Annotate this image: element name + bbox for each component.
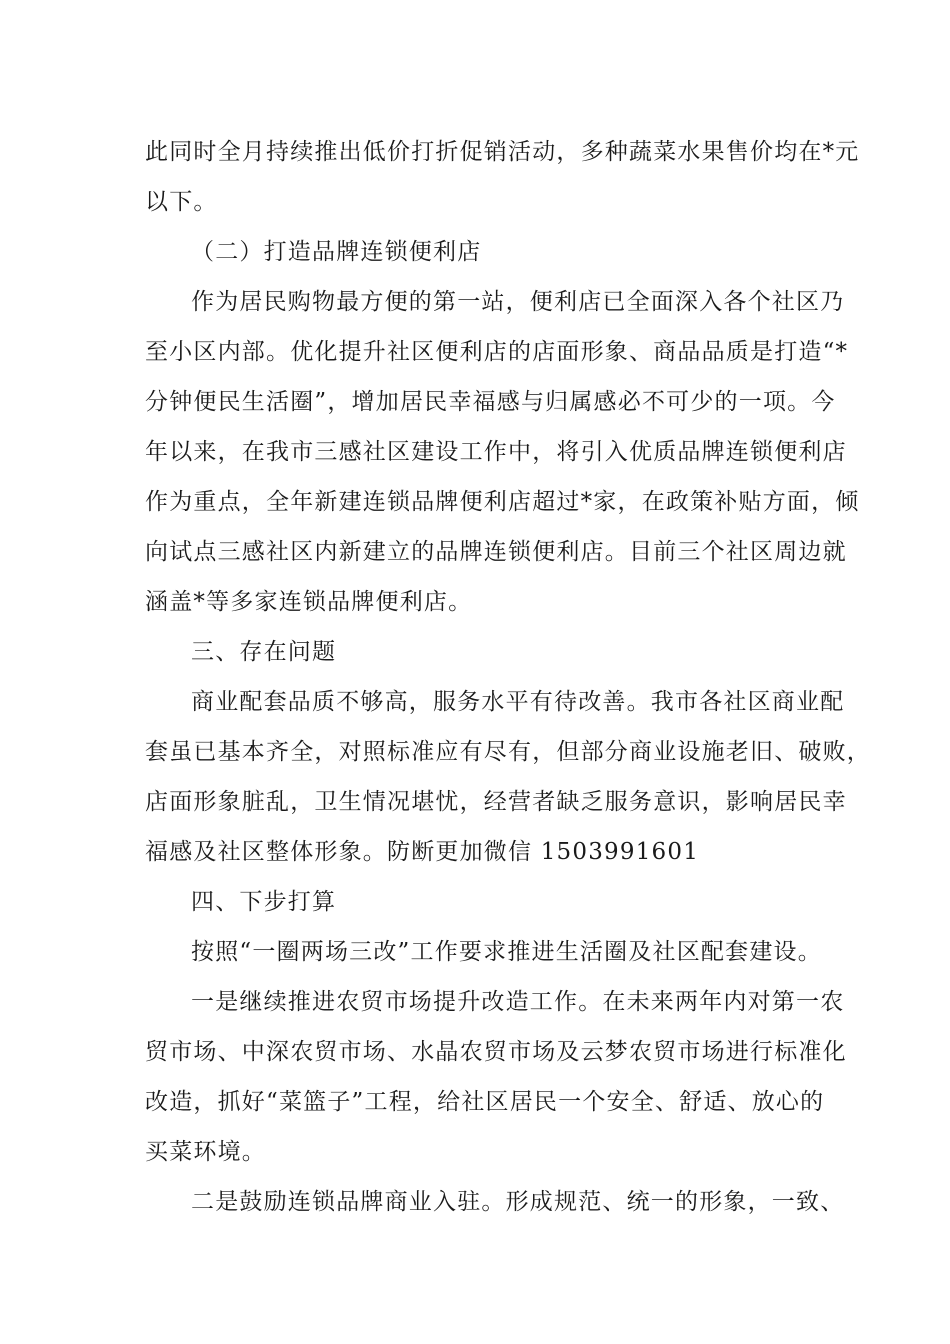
text-line: 买菜环境。 xyxy=(145,1139,266,1165)
text-line: 年以来，在我市三感社区建设工作中，将引入优质品牌连锁便利店 xyxy=(145,439,847,465)
text-line: 按照“一圈两场三改”工作要求推进生活圈及社区配套建设。 xyxy=(191,939,822,965)
text-line: 向试点三感社区内新建立的品牌连锁便利店。目前三个社区周边就 xyxy=(145,539,847,565)
text-line: 改造，抓好“菜篮子”工程，给社区居民一个安全、舒适、放心的 xyxy=(145,1089,825,1115)
section-heading: （二）打造品牌连锁便利店 xyxy=(191,239,482,265)
text-line: 套虽已基本齐全，对照标准应有尽有，但部分商业设施老旧、破败， xyxy=(145,739,871,765)
text-line: 作为居民购物最方便的第一站，便利店已全面深入各个社区乃 xyxy=(191,289,845,315)
text-line: 以下。 xyxy=(145,189,218,215)
section-heading: 三、存在问题 xyxy=(191,639,337,665)
text-line: 二是鼓励连锁品牌商业入驻。形成规范、统一的形象，一致、 xyxy=(191,1189,845,1215)
text-line: 商业配套品质不够高，服务水平有待改善。我市各社区商业配 xyxy=(191,689,845,715)
text-line: 分钟便民生活圈”，增加居民幸福感与归属感必不可少的一项。今 xyxy=(145,389,836,415)
text-line: 涵盖*等多家连锁品牌便利店。 xyxy=(145,589,473,615)
text-line: 贸市场、中深农贸市场、水晶农贸市场及云梦农贸市场进行标准化 xyxy=(145,1039,847,1065)
text-line: 此同时全月持续推出低价打折促销活动，多种蔬菜水果售价均在*元 xyxy=(145,139,860,165)
text-line: 作为重点，全年新建连锁品牌便利店超过*家，在政策补贴方面，倾 xyxy=(145,489,860,515)
text-line: 福感及社区整体形象。防断更加微信 1503991601 xyxy=(145,839,700,865)
text-line: 至小区内部。优化提升社区便利店的店面形象、商品品质是打造“* xyxy=(145,339,849,365)
text-line: 店面形象脏乱，卫生情况堪忧，经营者缺乏服务意识，影响居民幸 xyxy=(145,789,847,815)
section-heading: 四、下步打算 xyxy=(191,889,337,915)
text-line: 一是继续推进农贸市场提升改造工作。在未来两年内对第一农 xyxy=(191,989,845,1015)
